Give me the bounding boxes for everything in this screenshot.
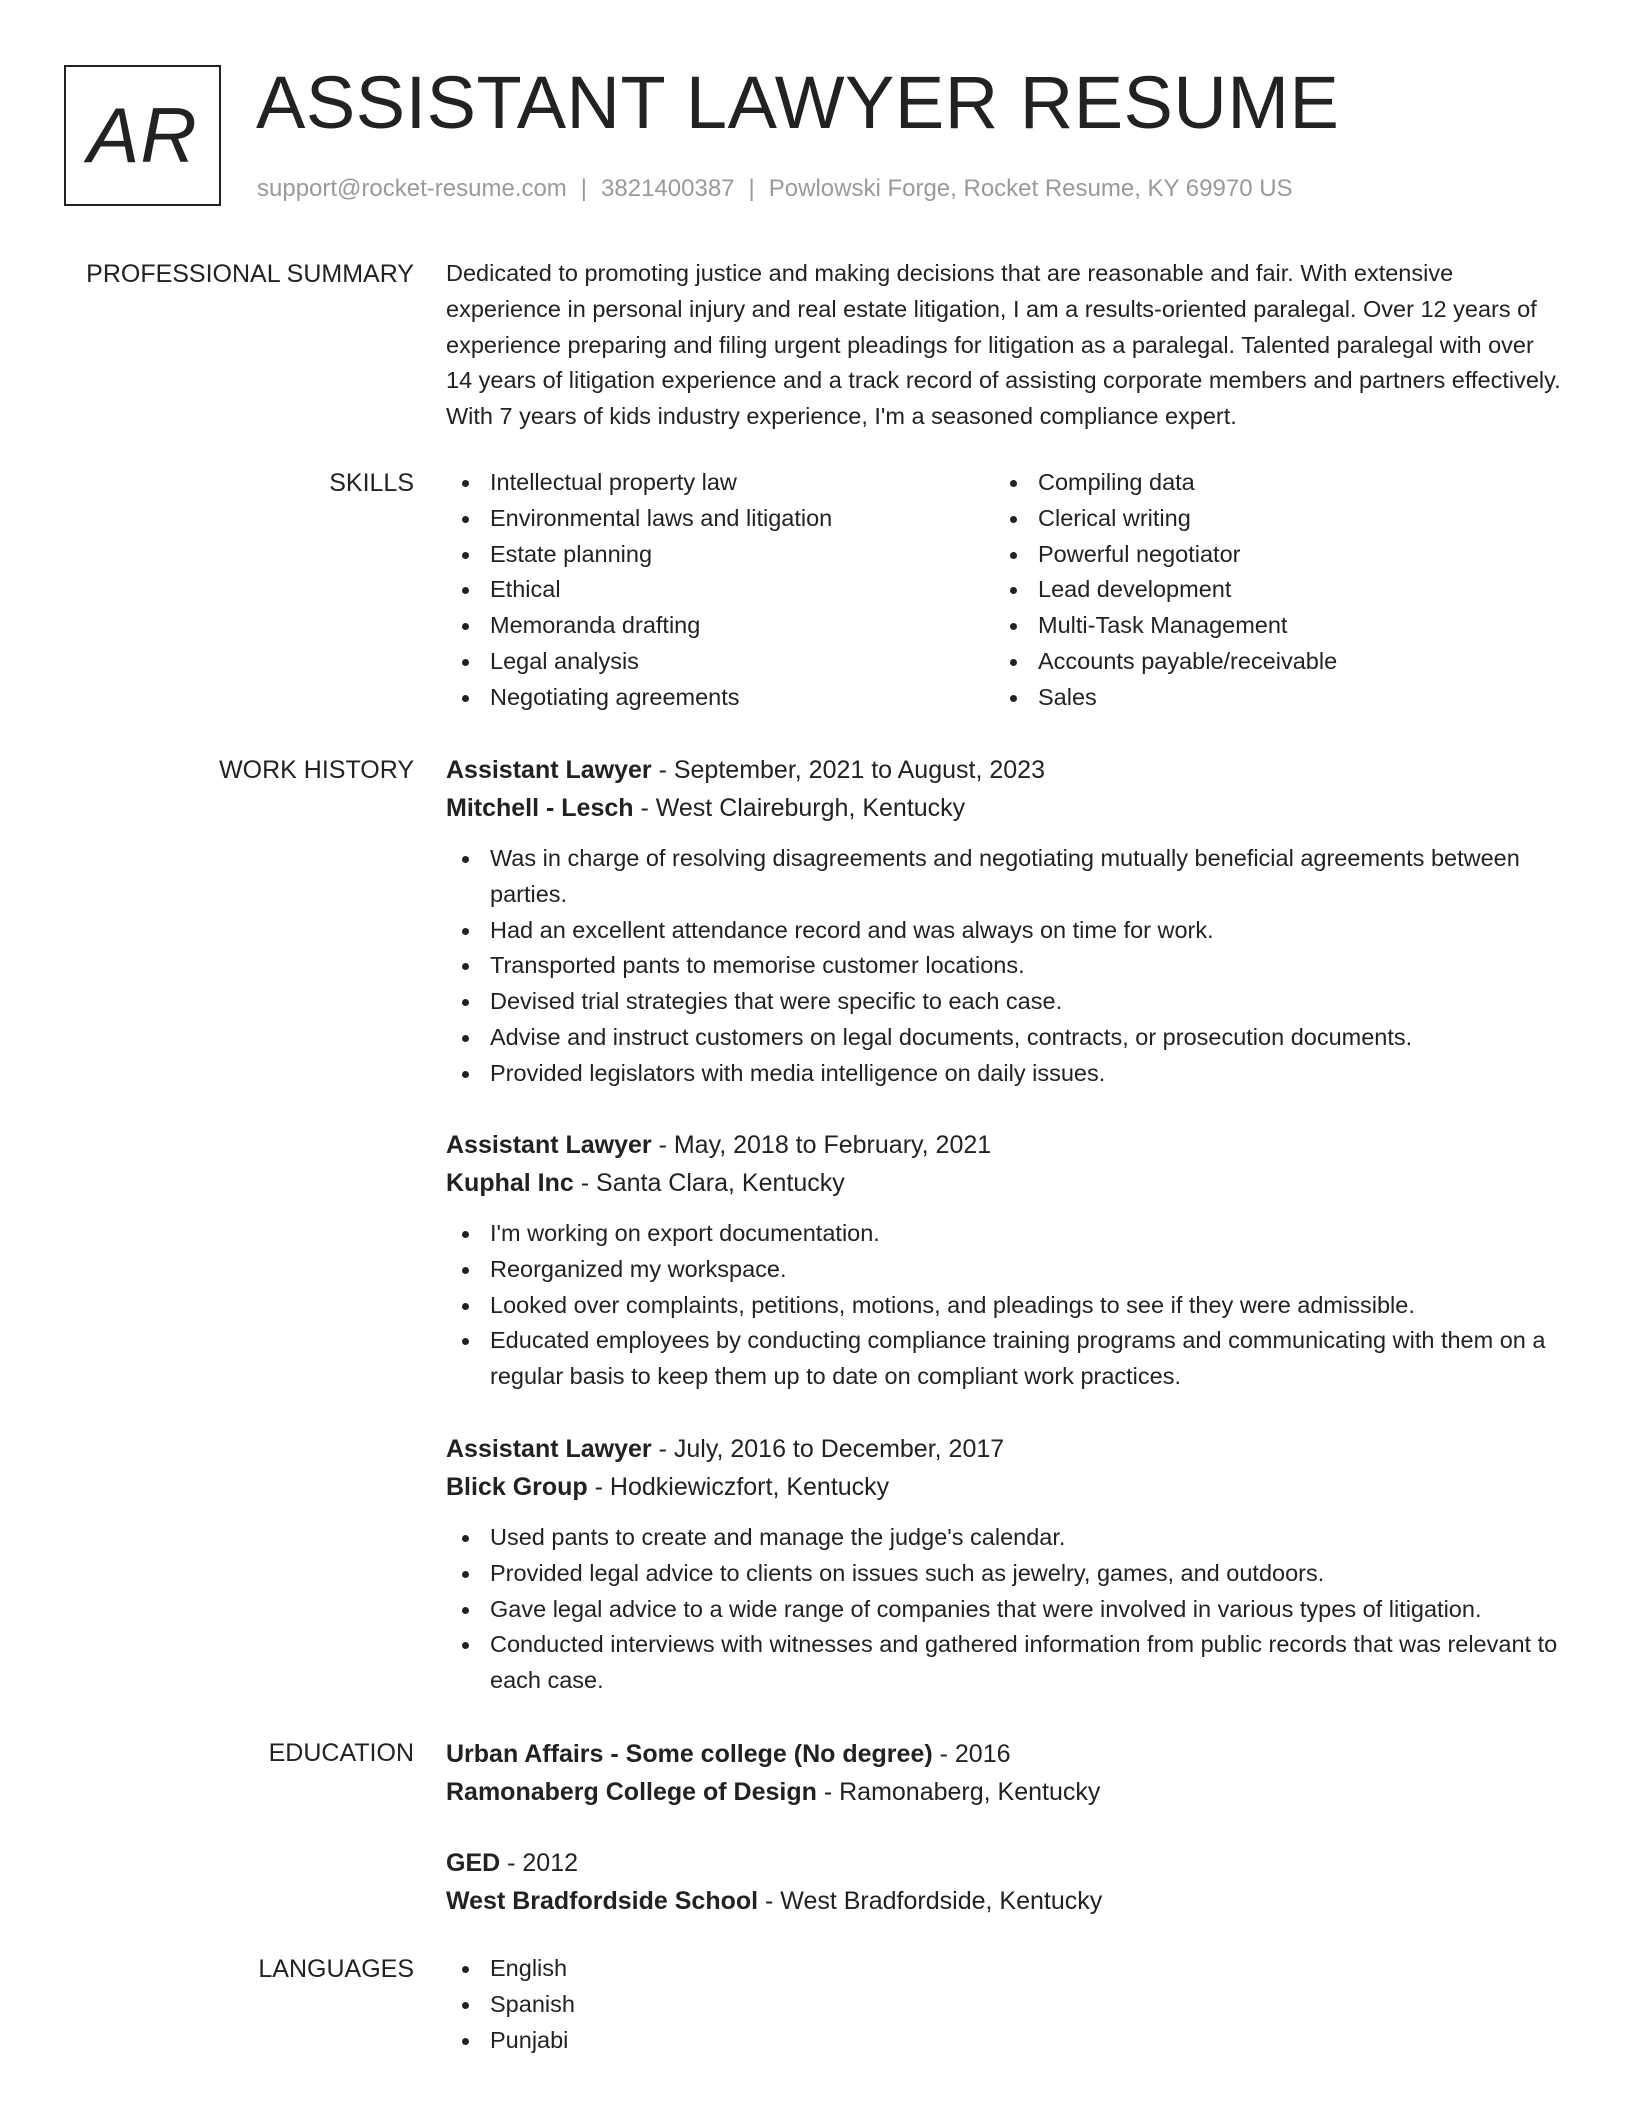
language-item: Punjabi [446,2023,1566,2059]
job-company: Mitchell - Lesch [446,794,634,822]
contact-email[interactable]: support@rocket-resume.com [257,175,567,202]
education-year: - 2012 [500,1849,579,1877]
job-dates: - July, 2016 to December, 2017 [651,1435,1005,1463]
job-title-line [446,751,1566,789]
education-school: Ramonaberg College of Design [446,1778,817,1806]
education-school-line [446,1882,1566,1920]
language-item: English [446,1951,1566,1987]
job-title: Assistant Lawyer [446,1131,652,1159]
education-school: West Bradfordside School [446,1887,759,1915]
job-body [446,1126,1566,1395]
skills-list-left [446,465,994,716]
skill-item: Legal analysis [446,644,994,680]
job-company: Kuphal Inc [446,1169,574,1197]
job-bullet: Educated employees by conducting compliance training programs and communicating with them on a regular basis to keep them up to date on compliant work practices. [446,1323,1566,1395]
job-bullet: Provided legislators with media intelligence on daily issues. [446,1056,1566,1092]
job-dates: - September, 2021 to August, 2023 [651,756,1045,784]
job-bullet-list [446,1520,1566,1699]
education-year: - 2016 [932,1740,1011,1768]
contact-line [257,174,1293,204]
skill-item: Ethical [446,572,994,608]
contact-separator: | [580,175,588,202]
job-title: Assistant Lawyer [446,1435,652,1463]
job-bullet: Transported pants to memorise customer locations. [446,948,1566,984]
job-bullet: Conducted interviews with witnesses and gathered information from public records that was relevant to each case. [446,1627,1566,1699]
job-company: Blick Group [446,1473,588,1501]
work-history-label: WORK HISTORY [219,756,414,784]
skill-item: Compiling data [994,465,1542,501]
monogram-logo: AR [64,65,221,206]
skill-item: Sales [994,680,1542,716]
job-company-line [446,1164,1566,1202]
job-title-line [446,1430,1566,1468]
job-location: - West Claireburgh, Kentucky [633,794,966,822]
skill-item: Clerical writing [994,501,1542,537]
education-location: - Ramonaberg, Kentucky [816,1778,1101,1806]
education-location: - West Bradfordside, Kentucky [758,1887,1103,1915]
education-degree-line [446,1735,1566,1773]
job-body [446,751,1566,1092]
skill-item: Powerful negotiator [994,537,1542,573]
job-title-line [446,1126,1566,1164]
language-item: Spanish [446,1987,1566,2023]
job-body [446,1430,1566,1699]
education-degree: Urban Affairs - Some college (No degree) [446,1740,933,1768]
languages-label: LANGUAGES [258,1955,414,1983]
skills-body [446,465,1566,716]
education-body [446,1844,1566,1920]
job-bullet-list [446,1216,1566,1395]
job-dates: - May, 2018 to February, 2021 [651,1131,992,1159]
job-bullet: I'm working on export documentation. [446,1216,1566,1252]
contact-phone[interactable]: 3821400387 [601,175,735,202]
job-bullet: Advise and instruct customers on legal documents, contracts, or prosecution documents. [446,1020,1566,1056]
job-company-line [446,1468,1566,1506]
job-bullet: Had an excellent attendance record and was always on time for work. [446,913,1566,949]
job-company-line [446,789,1566,827]
job-bullet: Used pants to create and manage the judge's calendar. [446,1520,1566,1556]
contact-address: Powlowski Forge, Rocket Resume, KY 69970 US [768,175,1293,202]
skill-item: Intellectual property law [446,465,994,501]
skill-item: Environmental laws and litigation [446,501,994,537]
skills-list-right [994,465,1542,716]
skill-item: Accounts payable/receivable [994,644,1542,680]
job-bullet: Devised trial strategies that were specific to each case. [446,984,1566,1020]
resume-title: ASSISTANT LAWYER RESUME [256,61,1340,144]
skills-label: SKILLS [329,469,414,497]
summary-label: PROFESSIONAL SUMMARY [86,260,414,288]
skill-item: Lead development [994,572,1542,608]
job-title: Assistant Lawyer [446,756,652,784]
contact-separator: | [748,175,755,202]
job-location: - Santa Clara, Kentucky [573,1169,845,1197]
summary-body [446,256,1566,435]
languages-body [446,1951,1566,2058]
skill-item: Memoranda drafting [446,608,994,644]
education-degree: GED [446,1849,501,1877]
languages-list [446,1951,1566,2058]
summary-text: Dedicated to promoting justice and making decisions that are reasonable and fair. With extensive experience in personal injury and real estate litigation, I am a results-oriented paralegal. Over 12 years of experience preparing and filing urgent pleadings for litigation as a paralegal. Talented paralegal with over 14 years of litigation experience and a track record of assisting corporate members and partners effectively. With 7 years of kids industry experience, I'm a seasoned compliance expert. [446,260,1561,430]
job-bullet: Provided legal advice to clients on issues such as jewelry, games, and outdoors. [446,1556,1566,1592]
job-bullet: Reorganized my workspace. [446,1252,1566,1288]
job-bullet-list [446,841,1566,1092]
skill-item: Estate planning [446,537,994,573]
job-bullet: Was in charge of resolving disagreements and negotiating mutually beneficial agreements between parties. [446,841,1566,913]
education-label: EDUCATION [268,1739,414,1767]
job-bullet: Looked over complaints, petitions, motions, and pleadings to see if they were admissible. [446,1288,1566,1324]
skill-item: Multi-Task Management [994,608,1542,644]
job-location: - Hodkiewiczfort, Kentucky [587,1473,890,1501]
education-degree-line [446,1844,1566,1882]
job-bullet: Gave legal advice to a wide range of companies that were involved in various types of litigation. [446,1592,1566,1628]
education-body [446,1735,1566,1811]
education-school-line [446,1773,1566,1811]
skill-item: Negotiating agreements [446,680,994,716]
